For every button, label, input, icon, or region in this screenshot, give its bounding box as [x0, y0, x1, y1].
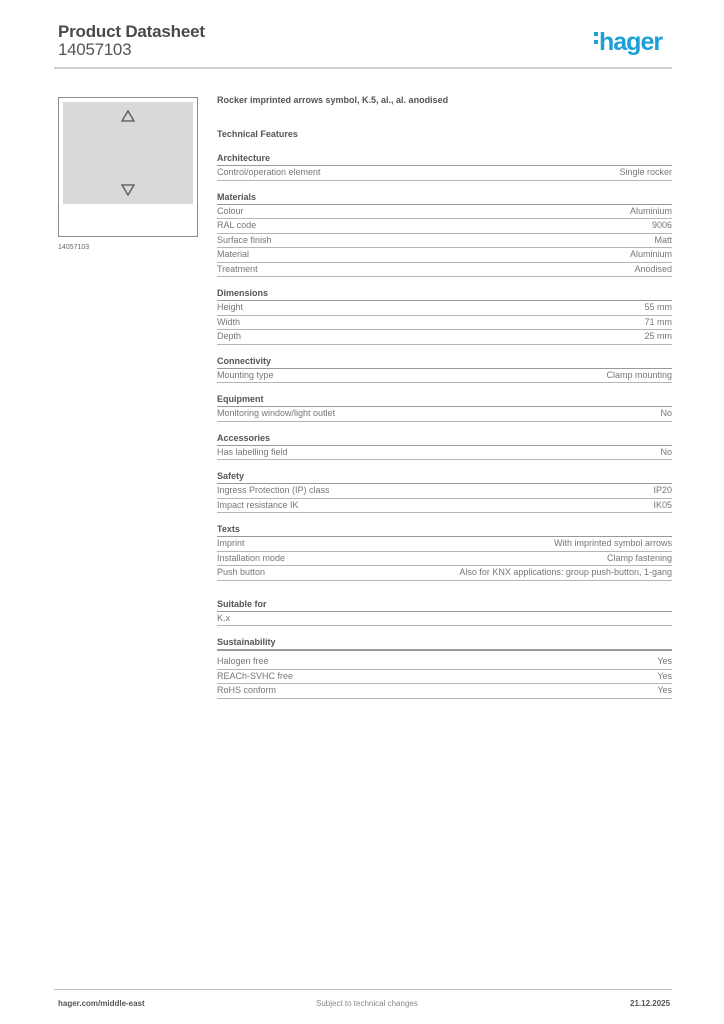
row-label: RAL code	[217, 220, 257, 230]
section-texts	[217, 523, 672, 581]
table-row	[217, 248, 672, 263]
product-number: 14057103	[58, 40, 132, 59]
row-value: Anodised	[634, 263, 672, 274]
row-label: Push button	[217, 567, 266, 577]
table-row	[217, 369, 672, 384]
table-row	[217, 552, 672, 567]
arrow-down-outline-icon	[121, 184, 135, 196]
row-label: Height	[217, 302, 244, 312]
row-value: 71 mm	[644, 316, 672, 327]
row-value: IK05	[653, 499, 672, 510]
section-architecture	[217, 152, 672, 181]
row-value: Clamp fastening	[606, 552, 672, 563]
footer-date: 21.12.2025	[630, 999, 671, 1008]
row-label: REACh-SVHC free	[217, 670, 294, 681]
document-title: Product Datasheet	[58, 22, 205, 41]
row-value: IP20	[653, 485, 672, 495]
row-value: No	[660, 446, 672, 457]
table-row	[217, 301, 672, 316]
section-heading: Connectivity	[217, 355, 672, 369]
row-value: With imprinted symbol arrows	[553, 538, 672, 548]
section-safety	[217, 470, 672, 513]
row-value: Aluminium	[629, 205, 672, 216]
table-row	[217, 219, 672, 234]
row-value: Yes	[657, 670, 672, 681]
row-label: RoHS conform	[217, 685, 277, 695]
image-caption: 14057103	[58, 244, 90, 251]
row-value: Yes	[657, 685, 672, 695]
row-label: Control/operation element	[217, 167, 321, 177]
section-accessories	[217, 432, 672, 461]
table-row	[217, 566, 672, 581]
product-title: Rocker imprinted arrows symbol, K.5, al., al. anodised	[217, 95, 449, 105]
row-label: Impact resistance IK	[217, 499, 299, 510]
table-row	[217, 684, 672, 699]
arrow-up-outline-icon	[121, 110, 135, 122]
row-label: Installation mode	[217, 552, 286, 563]
table-row	[217, 446, 672, 461]
row-value: Aluminium	[629, 249, 672, 259]
section-equipment	[217, 393, 672, 422]
hager-logo	[594, 28, 662, 57]
row-label: Has labelling field	[217, 446, 288, 457]
row-label: Material	[217, 249, 250, 259]
footer-website-link[interactable]: hager.com/middle-east	[58, 999, 145, 1008]
header-divider	[54, 67, 672, 69]
row-label: Treatment	[217, 263, 258, 274]
table-row	[217, 263, 672, 278]
logo-colon-icon	[594, 28, 599, 48]
table-row	[217, 330, 672, 345]
section-connectivity	[217, 355, 672, 384]
table-row	[217, 537, 672, 552]
section-heading: Architecture	[217, 152, 672, 166]
section-heading: Dimensions	[217, 287, 672, 301]
footer-notice: Subject to technical changes	[316, 999, 418, 1008]
row-label: Halogen free	[217, 656, 269, 666]
section-dimensions	[217, 287, 672, 345]
section-heading: Sustainability	[217, 636, 672, 651]
section-heading: Suitable for	[217, 598, 672, 612]
product-image	[58, 97, 198, 237]
row-value: 25 mm	[644, 331, 672, 341]
table-row	[217, 234, 672, 249]
rocker-image	[63, 102, 193, 204]
technical-features-heading: Technical Features	[217, 129, 298, 139]
section-heading: Safety	[217, 470, 672, 484]
row-label: K.x	[217, 612, 231, 623]
row-value: No	[660, 408, 672, 418]
row-value: 55 mm	[644, 302, 672, 312]
section-heading: Accessories	[217, 432, 672, 446]
table-row	[217, 499, 672, 514]
row-value: Clamp mounting	[606, 369, 672, 380]
row-label: Mounting type	[217, 369, 274, 380]
section-heading: Texts	[217, 523, 672, 537]
row-value: Also for KNX applications: group push-button, 1-gang	[459, 567, 672, 577]
row-value: Yes	[657, 656, 672, 666]
logo-text: hager	[599, 28, 663, 56]
row-label: Imprint	[217, 538, 245, 548]
table-row	[217, 316, 672, 331]
row-value: Matt	[654, 234, 672, 245]
table-row	[217, 670, 672, 685]
section-heading: Materials	[217, 191, 672, 205]
row-label: Width	[217, 316, 241, 327]
row-label: Surface finish	[217, 234, 272, 245]
section-sustainability	[217, 636, 672, 699]
row-label: Monitoring window/light outlet	[217, 408, 336, 418]
section-materials	[217, 191, 672, 278]
row-value: Single rocker	[619, 167, 672, 177]
row-label: Ingress Protection (IP) class	[217, 485, 330, 495]
table-row	[217, 166, 672, 181]
table-row	[217, 484, 672, 499]
section-heading: Equipment	[217, 393, 672, 407]
table-row	[217, 407, 672, 422]
table-row	[217, 205, 672, 220]
row-label: Depth	[217, 331, 242, 341]
row-value: 9006	[651, 220, 672, 230]
footer-divider	[54, 989, 672, 990]
table-row	[217, 612, 672, 627]
datasheet-content	[217, 95, 672, 709]
table-row	[217, 655, 672, 670]
section-suitable-for	[217, 598, 672, 627]
row-label: Colour	[217, 205, 244, 216]
